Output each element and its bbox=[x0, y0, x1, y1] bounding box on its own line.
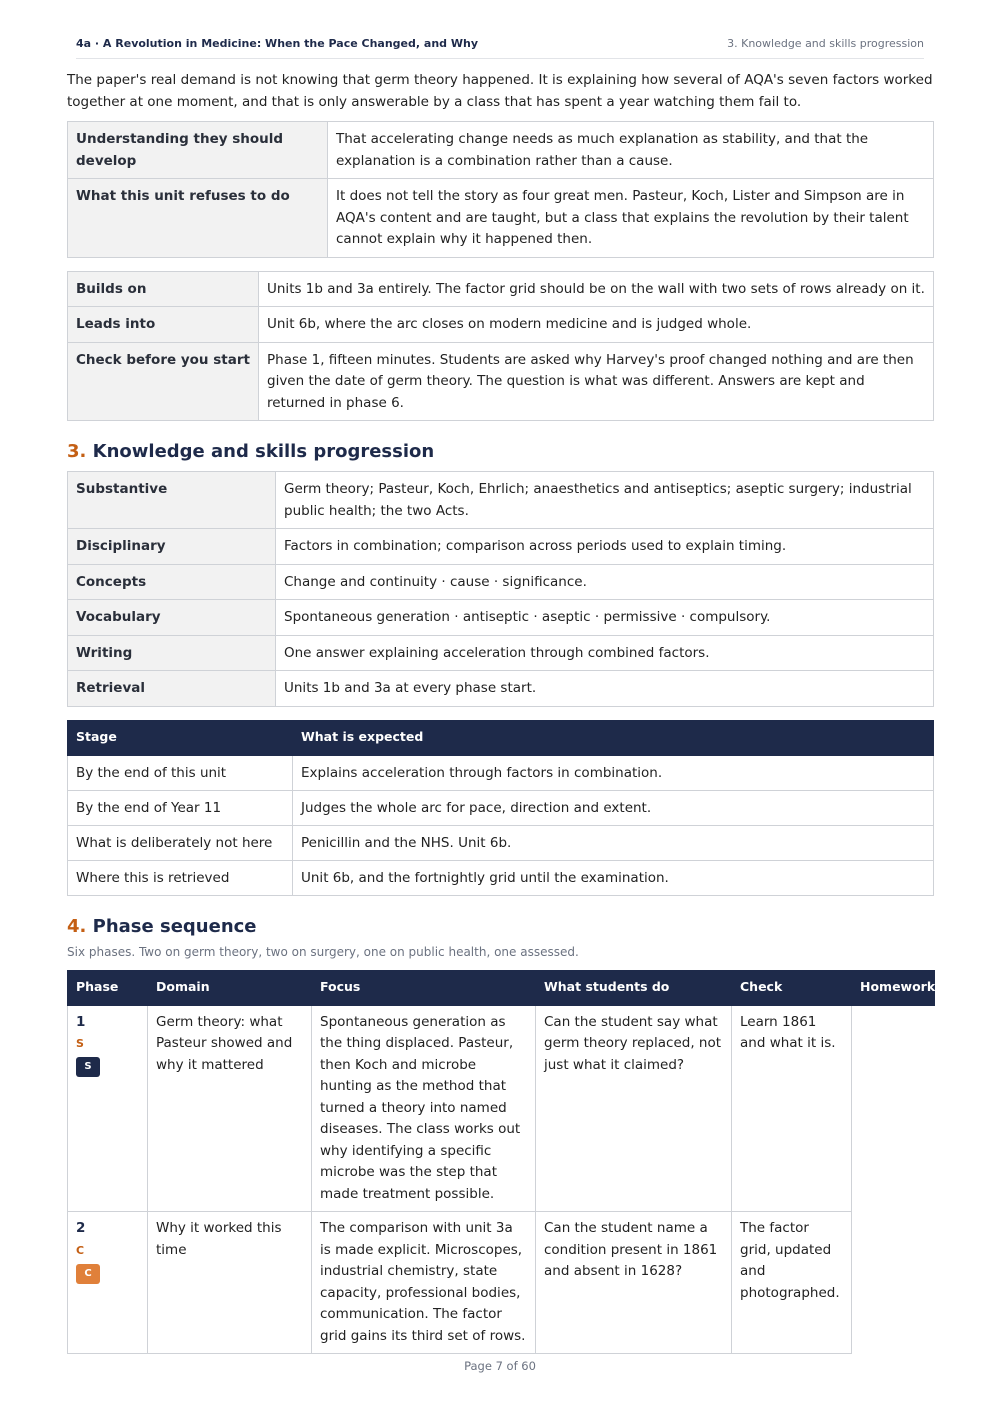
page-number: Page 7 of 60 bbox=[464, 1359, 536, 1373]
section-title: Phase sequence bbox=[92, 915, 257, 937]
column-header: Focus bbox=[312, 970, 536, 1005]
row-key: Vocabulary bbox=[68, 600, 276, 636]
expected-cell: Penicillin and the NHS. Unit 6b. bbox=[293, 825, 934, 860]
understanding-table bbox=[67, 121, 934, 258]
expected-cell: Judges the whole arc for pace, direction and extent. bbox=[293, 790, 934, 825]
row-key: Retrieval bbox=[68, 671, 276, 707]
stage-cell: What is deliberately not here bbox=[68, 825, 293, 860]
column-header: Stage bbox=[68, 720, 293, 755]
focus-cell: The comparison with unit 3a is made explicit. Microscopes, industrial chemistry, state capacity, professional bodies, communication. The factor grid gains its third set of rows. bbox=[312, 1212, 536, 1354]
table-row bbox=[68, 1005, 935, 1212]
table-row bbox=[68, 860, 934, 895]
phase-badge: C bbox=[76, 1264, 100, 1284]
table-row bbox=[68, 564, 934, 600]
table-row bbox=[68, 600, 934, 636]
row-value: That accelerating change needs as much explanation as stability, and that the explanation is a combination rather than a cause. bbox=[328, 122, 934, 179]
stage-cell: By the end of Year 11 bbox=[68, 790, 293, 825]
students-cell: Can the student name a condition present in 1861 and absent in 1628? bbox=[536, 1212, 732, 1354]
row-value: Factors in combination; comparison across periods used to explain timing. bbox=[276, 529, 934, 565]
students-cell: Can the student say what germ theory replaced, not just what it claimed? bbox=[536, 1005, 732, 1212]
table-row bbox=[68, 790, 934, 825]
table-row bbox=[68, 671, 934, 707]
section-heading-phases bbox=[67, 916, 934, 937]
phase-badge: S bbox=[76, 1057, 100, 1077]
row-key: Understanding they should develop bbox=[68, 122, 328, 179]
row-key: Leads into bbox=[68, 307, 259, 343]
running-header bbox=[76, 37, 924, 59]
column-header: Domain bbox=[148, 970, 312, 1005]
phase-cell bbox=[68, 1212, 148, 1354]
section-subtitle: Six phases. Two on germ theory, two on surgery, one on public health, one assessed. bbox=[67, 944, 579, 959]
table-row bbox=[68, 1212, 935, 1354]
table-row bbox=[68, 472, 934, 529]
stage-table bbox=[67, 720, 934, 896]
table-row bbox=[68, 755, 934, 790]
phase-number: 1 bbox=[76, 1013, 86, 1030]
row-value: Spontaneous generation · antiseptic · aseptic · permissive · compulsory. bbox=[276, 600, 934, 636]
row-value: Units 1b and 3a entirely. The factor grid should be on the wall with two sets of rows already on it. bbox=[259, 271, 934, 307]
row-value: Units 1b and 3a at every phase start. bbox=[276, 671, 934, 707]
phase-letter: S bbox=[76, 1037, 84, 1050]
section-number: 3. bbox=[67, 441, 87, 462]
row-key: Writing bbox=[68, 635, 276, 671]
column-header: Homework bbox=[852, 970, 935, 1005]
row-key: Substantive bbox=[68, 472, 276, 529]
homework-cell bbox=[852, 1005, 935, 1212]
page-content bbox=[67, 69, 934, 1354]
stage-cell: By the end of this unit bbox=[68, 755, 293, 790]
stage-cell: Where this is retrieved bbox=[68, 860, 293, 895]
table-row bbox=[68, 635, 934, 671]
phase-letter: C bbox=[76, 1243, 85, 1257]
row-value: Change and continuity · cause · significance. bbox=[276, 564, 934, 600]
table-row bbox=[68, 529, 934, 565]
table-header-row bbox=[68, 720, 934, 755]
row-key: Concepts bbox=[68, 564, 276, 600]
row-value: Germ theory; Pasteur, Koch, Ehrlich; anaesthetics and antiseptics; aseptic surgery; industrial public health; the two Acts. bbox=[276, 472, 934, 529]
section-number: 4. bbox=[67, 915, 87, 937]
column-header: What students do bbox=[536, 970, 732, 1005]
check-cell: The factor grid, updated and photographed. bbox=[732, 1212, 852, 1354]
domain-cell: Germ theory: what Pasteur showed and why it mattered bbox=[148, 1005, 312, 1212]
table-row bbox=[68, 307, 934, 343]
row-key: Disciplinary bbox=[68, 529, 276, 565]
focus-cell: Spontaneous generation as the thing displaced. Pasteur, then Koch and microbe hunting as the method that turned a theory into named diseases. The class works out why identifying a specific microbe was the step that made treatment possible. bbox=[312, 1005, 536, 1212]
intro-paragraph: The paper's real demand is not knowing that germ theory happened. It is explaining how several of AQA's seven factors worked together at one moment, and that is only answerable by a class that has spent a year watching them fail to. bbox=[67, 72, 933, 110]
table-row bbox=[68, 825, 934, 860]
links-table bbox=[67, 271, 934, 422]
row-key: Builds on bbox=[68, 271, 259, 307]
column-header: Check bbox=[732, 970, 852, 1005]
phase-table bbox=[67, 970, 935, 1355]
row-value: It does not tell the story as four great men. Pasteur, Koch, Lister and Simpson are in AQA's content and are taught, but a class that explains the revolution by their talent cannot explain why it happened then. bbox=[328, 179, 934, 258]
row-value: One answer explaining acceleration through combined factors. bbox=[276, 635, 934, 671]
row-value: Unit 6b, where the arc closes on modern medicine and is judged whole. bbox=[259, 307, 934, 343]
knowledge-table bbox=[67, 471, 934, 707]
check-cell: Learn 1861 and what it is. bbox=[732, 1005, 852, 1212]
section-indicator: 3. Knowledge and skills progression bbox=[727, 37, 924, 50]
table-row bbox=[68, 179, 934, 258]
table-row bbox=[68, 271, 934, 307]
phase-cell bbox=[68, 1005, 148, 1212]
row-key: What this unit refuses to do bbox=[68, 179, 328, 258]
column-header: Phase bbox=[68, 970, 148, 1005]
phase-number: 2 bbox=[76, 1220, 86, 1236]
section-title: Knowledge and skills progression bbox=[92, 441, 435, 462]
domain-cell: Why it worked this time bbox=[148, 1212, 312, 1354]
expected-cell: Explains acceleration through factors in combination. bbox=[293, 755, 934, 790]
column-header: What is expected bbox=[293, 720, 934, 755]
row-value: Phase 1, fifteen minutes. Students are asked why Harvey's proof changed nothing and are then given the date of germ theory. The question is what was different. Answers are kept and returned in phase 6. bbox=[259, 342, 934, 421]
homework-cell bbox=[852, 1212, 935, 1354]
section-heading-knowledge bbox=[67, 441, 934, 462]
expected-cell: Unit 6b, and the fortnightly grid until the examination. bbox=[293, 860, 934, 895]
table-row bbox=[68, 122, 934, 179]
table-header-row bbox=[68, 970, 935, 1005]
row-key: Check before you start bbox=[68, 342, 259, 421]
table-row bbox=[68, 342, 934, 421]
document-title: 4a · A Revolution in Medicine: When the Pace Changed, and Why bbox=[76, 37, 478, 50]
